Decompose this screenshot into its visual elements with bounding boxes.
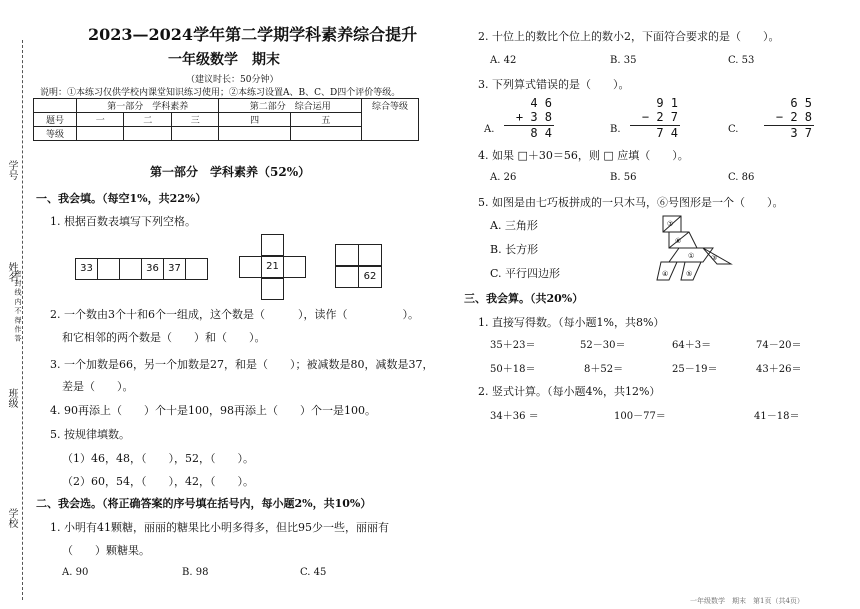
s1-q3-line1: 3. 一个加数是66，另一个加数是27，和是（ ）；被减数是80，减数是37， <box>50 358 434 371</box>
s2-q4-option-c: C. 86 <box>728 172 755 183</box>
s2-q1-option-c: C. 45 <box>300 567 327 578</box>
section1-title: 一、我会填。（每空1%，共22%） <box>36 192 207 205</box>
school-label: 学校 <box>6 508 17 528</box>
overall-grade-header: 综合等级 <box>362 99 419 141</box>
s3-q2: 2. 竖式计算。（每小题4%，共12%） <box>478 385 661 398</box>
s2-q3: 3. 下列算式错误的是（ ）。 <box>478 78 630 91</box>
square-cell-blank[interactable] <box>358 244 382 266</box>
seal-line-text: 密 封 线 内 不 得 作 答 <box>14 270 22 342</box>
s1-q5-b: （2）60，54，（ ），42，（ ）。 <box>62 475 254 488</box>
s2-q1-line1: 1. 小明有41颗糖，丽丽的糖果比小明多得多，但比95少一些，丽丽有 <box>50 521 389 534</box>
s2-q4-option-a: A. 26 <box>490 172 517 183</box>
name-label: 姓名 <box>6 262 17 282</box>
instructions: 说明：①本练习仅供学校内课堂知识练习使用；②本练习设置A、B、C、D四个评价等级。 <box>40 88 401 98</box>
section2-title: 二、我会选。（将正确答案的序号填在括号内，每小题2%，共10%） <box>36 497 372 510</box>
s1-q5-a: （1）46，48，（ ），52，（ ）。 <box>62 452 254 465</box>
col-3: 三 <box>171 113 219 127</box>
calc-c-label: C. <box>728 124 739 135</box>
square-cell-blank[interactable] <box>335 244 359 266</box>
s1-q1: 1. 根据百数表填写下列空格。 <box>50 215 196 228</box>
part2-header: 第二部分 综合运用 <box>219 99 362 113</box>
binding-margin <box>0 0 30 609</box>
suggested-duration: （建议时长：50分钟） <box>186 75 279 85</box>
calc-c-top: 6 5 <box>790 96 812 110</box>
col-1: 一 <box>77 113 124 127</box>
qnum-row-label: 题号 <box>34 113 77 127</box>
s1-q5: 5. 按规律填数。 <box>50 428 130 441</box>
col-2: 二 <box>124 113 171 127</box>
part1-header: 第一部分 学科素养 <box>77 99 219 113</box>
s2-q2-option-c: C. 53 <box>728 55 755 66</box>
s2-q2: 2. 十位上的数比个位上的数小2，下面符合要求的是（ ）。 <box>478 30 780 43</box>
s2-q4-option-b: B. 56 <box>610 172 637 183</box>
vertical-calc: 34＋36 ＝ <box>490 411 539 422</box>
class-label: 班级 <box>6 388 17 408</box>
chart-cell-blank[interactable] <box>119 258 142 280</box>
direct-calc: 64＋3＝ <box>672 340 712 351</box>
calc-a-mid: + 3 8 <box>515 110 552 124</box>
s1-q4: 4. 90再添上（ ）个十是100，98再添上（ ）个一是100。 <box>50 404 376 417</box>
direct-calc: 8＋52＝ <box>584 364 624 375</box>
calc-b-mid: − 2 7 <box>641 110 678 124</box>
calc-b-label: B. <box>610 124 621 135</box>
svg-text:⑦: ⑦ <box>667 220 674 228</box>
svg-text:③: ③ <box>711 254 718 262</box>
s2-q1-line2: （ ）颗糖果。 <box>62 544 150 557</box>
calc-a-result: 8 4 <box>530 126 552 140</box>
col-5: 五 <box>290 113 361 127</box>
chart-cell: 36 <box>141 258 164 280</box>
s3-q1: 1. 直接写得数。（每小题1%，共8%） <box>478 316 665 329</box>
vertical-calc: 41－18＝ <box>754 411 800 422</box>
s1-q3-line2: 差是（ ）。 <box>62 380 134 393</box>
s2-q1-option-a: A. 90 <box>62 567 89 578</box>
calc-b-top: 9 1 <box>656 96 678 110</box>
svg-text:⑤: ⑤ <box>686 270 693 278</box>
chart-cell-blank[interactable] <box>185 258 208 280</box>
cross-cell-blank[interactable] <box>261 278 284 300</box>
s1-q2-line2: 和它相邻的两个数是（ ）和（ ）。 <box>62 331 266 344</box>
calc-b-result: 7 4 <box>656 126 678 140</box>
grade-row-label: 等级 <box>34 127 77 141</box>
section3-title: 三、我会算。（共20%） <box>464 292 584 305</box>
cross-cell-blank[interactable] <box>261 234 284 256</box>
s2-q5-option-b: B. 长方形 <box>490 243 539 256</box>
part1-heading: 第一部分 学科素养（52%） <box>150 165 311 179</box>
cross-cell-blank[interactable] <box>283 256 306 278</box>
s2-q5-option-a: A. 三角形 <box>490 219 538 232</box>
square-cell: 62 <box>358 266 382 288</box>
svg-text:④: ④ <box>662 270 669 278</box>
page-footer: 一年级数学 期末 第1页（共4页） <box>690 597 804 605</box>
calc-c-mid: − 2 8 <box>775 110 812 124</box>
exam-title: 2023—2024学年第二学期学科素养综合提升 <box>88 25 418 44</box>
cross-cell: 21 <box>261 256 284 278</box>
s1-q2-line1: 2. 一个数由3个十和6个一组成，这个数是（ ），读作（ ）。 <box>50 308 419 321</box>
s2-q1-option-b: B. 98 <box>182 567 209 578</box>
calc-c-result: 3 7 <box>790 126 812 140</box>
score-table <box>33 98 419 141</box>
svg-text:①: ① <box>688 252 695 260</box>
col-4: 四 <box>219 113 290 127</box>
calc-a-label: A. <box>484 124 495 135</box>
s2-q2-option-a: A. 42 <box>490 55 517 66</box>
svg-text:⑥: ⑥ <box>675 237 682 245</box>
s2-q2-option-b: B. 35 <box>610 55 637 66</box>
cross-cell-blank[interactable] <box>239 256 262 278</box>
direct-calc: 52－30＝ <box>580 340 626 351</box>
student-number-label: 学号 <box>6 160 17 180</box>
s2-q5: 5. 如图是由七巧板拼成的一只木马，⑥号图形是一个（ ）。 <box>478 196 784 209</box>
direct-calc: 50＋18＝ <box>490 364 536 375</box>
chart-cell: 37 <box>163 258 186 280</box>
tangram-horse-figure <box>655 214 737 286</box>
s2-q4: 4. 如果 □＋30＝56，则 □ 应填（ ）。 <box>478 149 689 162</box>
square-cell-blank[interactable] <box>335 266 359 288</box>
calc-a-top: 4 6 <box>530 96 552 110</box>
exam-subtitle: 一年级数学 期末 <box>168 52 280 68</box>
chart-cell-blank[interactable] <box>97 258 120 280</box>
direct-calc: 35＋23＝ <box>490 340 536 351</box>
s2-q5-option-c: C. 平行四边形 <box>490 267 561 280</box>
direct-calc: 74－20＝ <box>756 340 802 351</box>
direct-calc: 25－19＝ <box>672 364 718 375</box>
chart-cell: 33 <box>75 258 98 280</box>
direct-calc: 43＋26＝ <box>756 364 802 375</box>
vertical-calc: 100－77＝ <box>614 411 666 422</box>
